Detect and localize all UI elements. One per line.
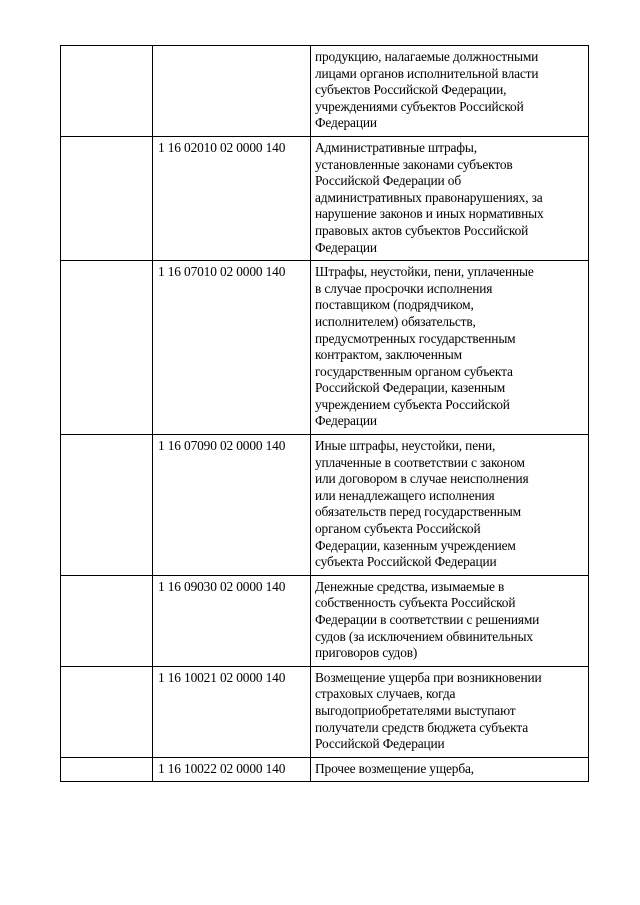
description-line: приговоров судов)	[315, 645, 418, 661]
table-row	[61, 136, 589, 260]
admin-code-cell	[61, 757, 153, 782]
description-line: субъекта Российской Федерации	[315, 554, 497, 570]
description-line: Иные штрафы, неустойки, пени,	[315, 438, 496, 454]
description-line: государственным органом субъекта	[315, 363, 513, 379]
table-row	[61, 575, 589, 666]
description-line: Прочее возмещение ущерба,	[315, 760, 475, 776]
description-line: страховых случаев, когда	[315, 686, 456, 702]
table-body	[61, 46, 589, 782]
description-line: Федерации	[315, 239, 377, 255]
description-line: или ненадлежащего исполнения	[315, 487, 495, 503]
admin-code-cell	[61, 136, 153, 260]
description-line: Федерации в соответствии с решениями	[315, 612, 540, 627]
admin-code-cell	[61, 435, 153, 576]
description-line: Штрафы, неустойки, пени, уплаченные	[315, 264, 534, 280]
description-line: Федерации	[315, 115, 377, 131]
revenue-description-cell	[311, 46, 589, 137]
revenue-description-cell	[311, 261, 589, 435]
description-line: нарушение законов и иных нормативных	[315, 206, 544, 222]
description-line: Административные штрафы,	[315, 139, 477, 155]
description-line: Возмещение ущерба при возникновении	[315, 669, 542, 685]
admin-code-cell	[61, 575, 153, 666]
budget-classification-code-cell: 1 16 10021 02 0000 140	[153, 666, 311, 757]
table-row	[61, 261, 589, 435]
description-line: предусмотренных государственным	[315, 330, 516, 346]
table-row	[61, 435, 589, 576]
description-line: поставщиком (подрядчиком,	[315, 297, 474, 313]
description-line: Денежные средства, изымаемые в	[315, 578, 505, 594]
admin-code-cell	[61, 46, 153, 137]
description-line: Российской Федерации, казенным	[315, 380, 506, 396]
description-line: учреждением субъекта Российской	[315, 396, 510, 412]
description-line: продукцию, налагаемые должностными	[315, 49, 539, 64]
description-line: административных правонарушениях, за	[315, 189, 543, 205]
description-line: обязательств перед государственным	[315, 504, 521, 520]
description-line: или договором в случае неисполнения	[315, 471, 529, 487]
description-line: судов (за исключением обвинительных	[315, 628, 533, 644]
description-line: уплаченные в соответствии с законом	[315, 454, 525, 470]
description-line: получатели средств бюджета субъекта	[315, 719, 529, 735]
description-line: субъектов Российской Федерации,	[315, 82, 507, 98]
revenue-description-cell	[311, 136, 589, 260]
budget-classification-code-cell: 1 16 09030 02 0000 140	[153, 575, 311, 666]
revenue-description-cell	[311, 435, 589, 576]
admin-code-cell	[61, 666, 153, 757]
revenue-description-cell	[311, 757, 589, 782]
description-line: контрактом, заключенным	[315, 347, 462, 363]
description-line: лицами органов исполнительной власти	[315, 65, 539, 81]
revenue-description-cell	[311, 666, 589, 757]
description-line: Федерации, казенным учреждением	[315, 537, 516, 553]
revenue-description-cell	[311, 575, 589, 666]
budget-classification-code-cell: 1 16 10022 02 0000 140	[153, 757, 311, 782]
description-line: органом субъекта Российской	[315, 521, 481, 537]
budget-classification-code-cell: 1 16 02010 02 0000 140	[153, 136, 311, 260]
description-line: собственность субъекта Российской	[315, 595, 516, 611]
description-line: Федерации	[315, 413, 377, 429]
table-row	[61, 666, 589, 757]
budget-classification-code-cell: 1 16 07010 02 0000 140	[153, 261, 311, 435]
revenue-classification-table	[60, 45, 589, 782]
table-row	[61, 757, 589, 782]
description-line: в случае просрочки исполнения	[315, 280, 493, 296]
description-line: учреждениями субъектов Российской	[315, 98, 524, 114]
description-line: установленные законами субъектов	[315, 156, 513, 172]
description-line: выгодоприобретателями выступают	[315, 702, 516, 718]
description-line: исполнителем) обязательств,	[315, 313, 476, 329]
budget-classification-code-cell	[153, 46, 311, 137]
admin-code-cell	[61, 261, 153, 435]
table-row	[61, 46, 589, 137]
budget-classification-code-cell: 1 16 07090 02 0000 140	[153, 435, 311, 576]
description-line: Российской Федерации	[315, 736, 445, 752]
description-line: правовых актов субъектов Российской	[315, 222, 529, 238]
description-line: Российской Федерации об	[315, 173, 461, 189]
